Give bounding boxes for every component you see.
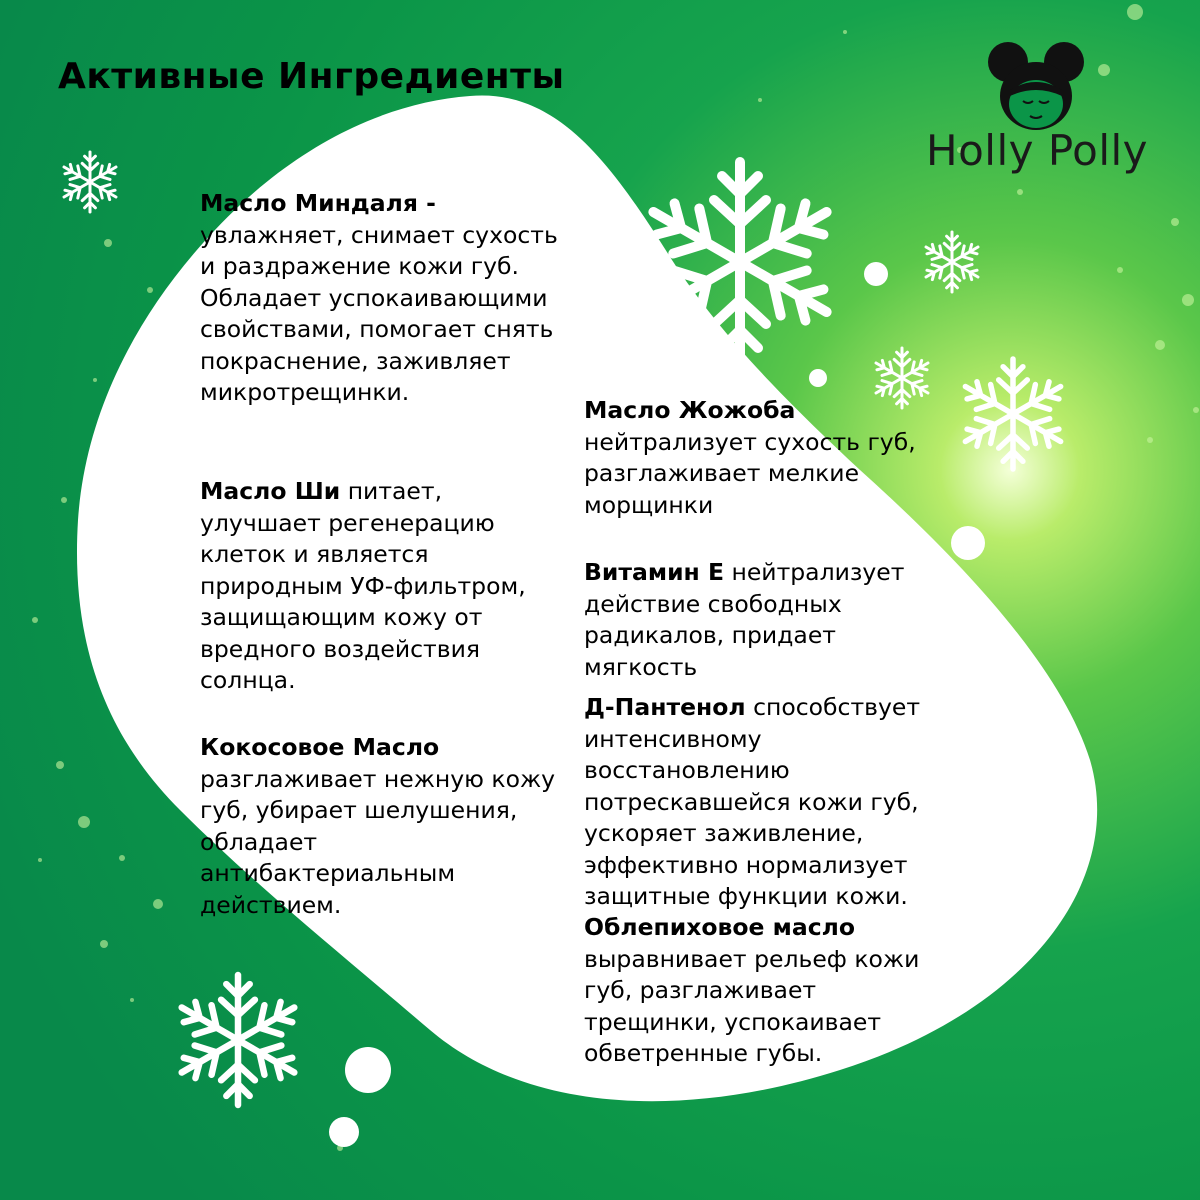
girl-face-icon	[926, 38, 1146, 138]
ingredient-name: Облепиховое масло	[584, 913, 856, 941]
ingredient-description: нейтрализует действие свободных радикалов, придает мягкость	[584, 558, 905, 681]
ingredient-jojoba-oil	[584, 395, 944, 521]
ingredient-almond-oil	[200, 188, 570, 409]
ingredient-name: Кокосовое Масло	[200, 733, 440, 761]
brand-logo	[926, 38, 1149, 178]
ingredient-description: питает, улучшает регенерацию клеток и является природным УФ-фильтром, защищающим кожу от вредного воздействия солнца.	[200, 477, 526, 694]
ingredient-description: выравнивает рельеф кожи губ, разглаживает трещинки, успокаивает обветренные губы.	[584, 944, 920, 1067]
ingredient-d-panthenol	[584, 692, 944, 913]
ingredient-sea-buckthorn-oil	[584, 912, 944, 1070]
ingredient-shea-butter	[200, 476, 570, 697]
page-title: Активные Ингредиенты	[58, 56, 565, 97]
ingredient-name: Масло Жожоба	[584, 396, 796, 424]
ingredient-description: увлажняет, снимает сухость и раздражение кожи губ. Обладает успокаивающими свойствами, помогает снять покраснение, заживляет микротрещинки.	[200, 220, 558, 406]
brand-name: Holly Polly	[926, 126, 1149, 175]
ingredient-description: способствует интенсивному восстановлению потрескавшейся кожи губ, ускоряет заживление, эффективно нормализует защитные функции кожи.	[584, 693, 921, 910]
ingredient-name: Масло Миндаля -	[200, 189, 436, 217]
ingredient-name: Витамин Е	[584, 558, 725, 586]
ingredient-coconut-oil	[200, 732, 570, 921]
ingredient-description: разглаживает нежную кожу губ, убирает шелушения, обладает антибактериальным действием.	[200, 764, 556, 919]
ingredient-name: Д-Пантенол	[584, 693, 746, 721]
ingredient-description: нейтрализует сухость губ, разглаживает мелкие морщинки	[584, 427, 916, 519]
ingredient-name: Масло Ши	[200, 477, 341, 505]
ingredient-vitamin-e	[584, 557, 944, 683]
